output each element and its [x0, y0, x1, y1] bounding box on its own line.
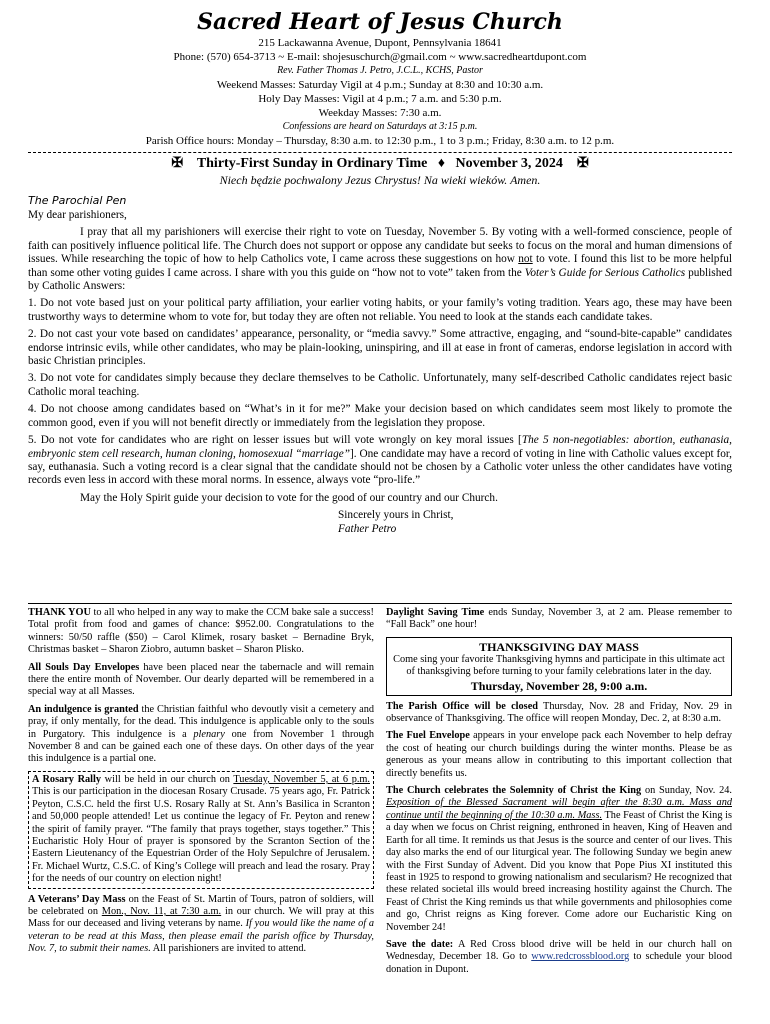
liturgical-banner	[28, 155, 732, 173]
diamond-icon: ♦	[437, 156, 445, 171]
redcross-link[interactable]: www.redcrossblood.org	[531, 951, 630, 963]
veterans-mass-note: A Veterans’ Day Mass on the Feast of St. Martin of Tours, patron of soldiers, will be celebrated on Mon., Nov. 11, at 7:30 a.m. in our church. We will pray at this Mass for our deceased and living veterans by name. If you would like the name of a veteran to be read at this Mass, then please email the parish office by Thursday, Nov. 7, to submit their names. All parishioners are invited to attend.	[28, 893, 374, 955]
letter-intro: I pray that all my parishioners will exercise their right to vote on Tuesday, November 5. By voting with a well-formed conscience, people of faith can positively influence political life. The Church does not support or oppose any candidate but seeks to focus on the moral and human dimensions of issues. While researching the topic of how to help Catholics vote, I came across these suggestions on how not to vote. I found this list to be more helpful than some other voting guides I came across. I share with you this guide on “how not to vote” taken from the Voter’s Guide for Serious Catholics published by Catholic Answers:	[28, 226, 733, 293]
contact-line: Phone: (570) 654-3713 ~ E-mail: shojesuschurch@gmail.com ~ www.sacredheartdupont.com	[173, 51, 587, 63]
list-item: 4. Do not choose among candidates based on “What’s in it for me?” Make your decision based on which candidates seem most likely to promote the common good, even if you will not benefit directly or immediately from the legislation they propose.	[28, 403, 732, 429]
pastor-line: Rev. Father Thomas J. Petro, J.C.L., KCHS, Pastor	[277, 65, 483, 76]
confessions-line: Confessions are heard on Saturdays at 3:15 p.m.	[282, 121, 478, 132]
holyday-masses: Holy Day Masses: Vigil at 4 p.m.; 7 a.m. and 5:30 p.m.	[258, 93, 502, 105]
signoff: Sincerely yours in Christ,	[338, 509, 454, 522]
closing: May the Holy Spirit guide your decision to vote for the good of our country and our Church.	[80, 491, 498, 504]
announcements	[28, 607, 732, 981]
address: 215 Lackawanna Avenue, Dupont, Pennsylvania 18641	[258, 37, 502, 49]
greeting: My dear parishioners,	[28, 209, 127, 221]
indulgence-note: An indulgence is granted the Christian faithful who devoutly visit a cemetery and pray, if only mentally, for the dead. This indulgence is applicable only to the souls in Purgatory. This indulgence is a plenary one from November 1 through November 8 and can be gained each one of these days. On other days of the year this indulgence is a partial one.	[28, 703, 375, 765]
pastor-letter	[28, 209, 732, 505]
weekend-masses: Weekend Masses: Saturday Vigil at 4 p.m.; Sunday at 8:30 and 10:30 a.m.	[216, 79, 544, 91]
cross-icon: ✠	[576, 156, 589, 171]
souls-day-note: All Souls Day Envelopes have been placed near the tabernacle and will remain there the entire month of November. Our dearly departed will be remembered in a special way at all Masses.	[28, 661, 375, 698]
thank-you-note: THANK YOU to all who helped in any way to make the CCM bake sale a success! Total profit from food and games of chance: $952.00. Congratulations to the winners: 50/50 raffle ($50) – Carol Klimek, rosary basket – Bernadine Bryk, Christmas basket – Sharon Ziobro, autumn basket – Sharon Plisko.	[28, 607, 374, 656]
office-closed-note: The Parish Office will be closed Thursday, Nov. 28 and Friday, Nov. 29 in observance of Thanksgiving. The office will reopen Monday, Dec. 2, at 8:30 a.m.	[386, 700, 732, 725]
signature: Father Petro	[338, 522, 397, 535]
thanksgiving-date: Thursday, November 28, 9:00 a.m.	[470, 678, 648, 693]
office-hours: Parish Office hours: Monday – Thursday, 8:30 a.m. to 12:30 p.m., 1 to 3 p.m.; Friday, 8:30 a.m. to 12 p.m.	[145, 135, 615, 147]
occasion: Thirty-First Sunday in Ordinary Time	[196, 156, 428, 171]
list-item: 1. Do not vote based just on your political party affiliation, your earlier voting habits, or your family’s voting tradition. Years ago, these may have been trustworthy ways to determine whom to vote for, but today they are often not reliable. You need to look at the stands each candidate takes.	[28, 297, 732, 323]
list-item: 5. Do not vote for candidates who are right on lesser issues but will vote wrongly on key moral issues [The 5 non-negotiables: abortion, euthanasia, embryonic stem cell research, human cloning, homosexual “marriage”]. One candidate may have a record of voting in line with Catholic values except for, say, euthanasia. Such a voting record is a clear signal that the candidate should not be chosen by a Catholic voter unless the other candidates have voting records even less in accord with these moral norms. In essence, always vote “pro-life.”	[28, 434, 732, 487]
church-title: Sacred Heart of Jesus Church	[197, 9, 563, 35]
thanksgiving-title: THANKSGIVING DAY MASS	[479, 639, 639, 654]
cross-icon: ✠	[171, 156, 184, 171]
polish-motto: Niech będzie pochwalony Jezus Chrystus! Na wieki wieków. Amen.	[219, 173, 541, 187]
right-column	[386, 607, 732, 981]
list-item: 2. Do not cast your vote based on candidates’ appearance, personality, or “media savvy.” Some attractive, engaging, and “sound-bite-capable” candidates endorse intrinsic evils, while other candidates, who may be plain-looking, uninspiring, and ill at ease in front of cameras, endorse legislation in accord with basic Christian principles.	[28, 328, 732, 368]
thanksgiving-text: Come sing your favorite Thanksgiving hymns and participate in this ultimate act of thanksgiving before turning to your family celebrations later in the day.	[393, 653, 725, 678]
divider	[28, 152, 732, 153]
pen-heading: The Parochial Pen	[28, 194, 127, 207]
weekday-masses: Weekday Masses: 7:30 a.m.	[318, 107, 442, 119]
fuel-envelope-note: The Fuel Envelope appears in your envelope pack each November to help defray the cost of heating our church buildings during the winter months. Please be as generous as your means allow in contributing to this important collection that directly benefits us.	[386, 730, 732, 779]
blood-drive-note: Save the date: A Red Cross blood drive will be held in our church hall on Wednesday, December 18. Go to www.redcrossblood.org to schedule your blood donation in Dupont.	[386, 938, 732, 975]
rosary-rally-box: A Rosary Rally will be held in our church on Tuesday, November 5, at 6 p.m. This is our participation in the diocesan Rosary Crusade. 75 years ago, Fr. Patrick Peyton, C.S.C. held the first U.S. Rosary Rally at St. Ann’s Basilica in Scranton and 50,000 people attended! Let us continue the legacy of Fr. Peyton and renew the spirit of family prayer. “The family that prays together, stays together.” This Eucharistic Holy Hour of prayer is sponsored by the Scranton Section of the Eastern Lieutenancy of the Equestrian Order of the Holy Sepulchre of Jerusalem. Fr. Michael Wurtz, C.S.C. of King’s College will preach and lead the rosary. Pray for the needs of our country on election night!	[28, 771, 374, 889]
bulletin-date: November 3, 2024	[455, 156, 563, 171]
column-divider	[28, 603, 732, 604]
christ-king-note: The Church celebrates the Solemnity of Christ the King on Sunday, Nov. 24. Exposition of the Blessed Sacrament will begin after the 8:30 a.m. Mass and continue until the beginning of the 10:30 a.m. Mass. The Feast of Christ the King is a day when we focus on Christ reigning, enthroned in heaven, King of Heaven and Earth for all time. It reminds us that Jesus is the source and center of our lives. This day also marks the end of our liturgical year. The following Sunday we begin anew with the First Sunday of Advent. Did you know that Pope Pius XI instituted this feast in 1925 to respond to growing nationalism and secularism? He recognized that these related societal ills would breed increasing hostility against the Church. The Feast of Christ the King reminds us that while governments and philosophies come and go, Christ reigns as King forever. Come adore our Eucharistic King on November 24!	[386, 785, 732, 933]
list-item: 3. Do not vote for candidates simply because they declare themselves to be Catholic. Unfortunately, many self-described Catholic candidates reject basic Catholic moral teaching.	[28, 372, 732, 398]
daylight-saving-note: Daylight Saving Time ends Sunday, November 3, at 2 am. Please remember to “Fall Back” one hour!	[386, 607, 732, 631]
left-column	[28, 607, 374, 981]
thanksgiving-box	[386, 637, 732, 696]
